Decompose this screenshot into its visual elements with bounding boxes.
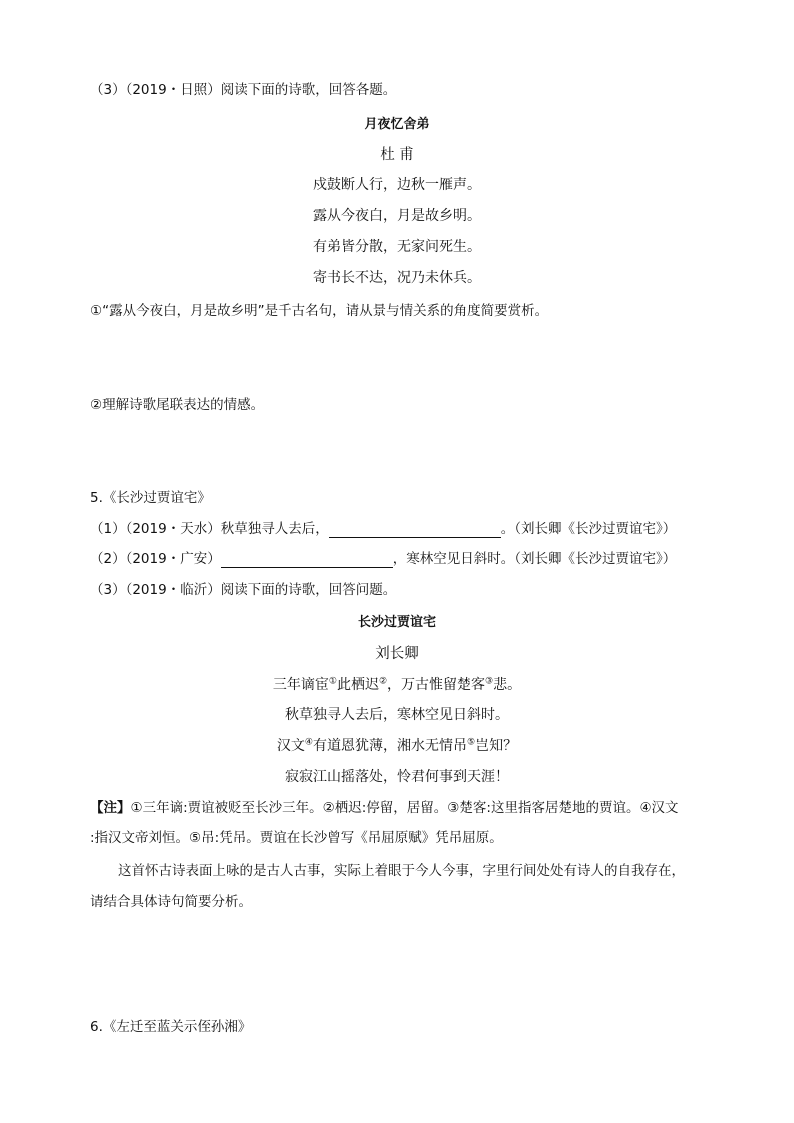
q4-sub-question-2: ②理解诗歌尾联表达的情感。 (90, 397, 265, 413)
poem2-title: 长沙过贾谊宅 (357, 615, 436, 630)
poem2-line1-part-a: 三年谪宦 (272, 677, 329, 693)
footnote-marker-1: ① (328, 676, 337, 687)
q5-item2-prefix: （2）（2019・广安） (90, 551, 221, 567)
q5-item2-answer-blank[interactable] (221, 553, 393, 568)
poem2-line3-part-a: 汉文 (276, 738, 305, 754)
poem2-line-3 (0, 737, 794, 755)
footnote-marker-5: ⑤ (467, 737, 476, 748)
q5-item-1 (90, 520, 676, 538)
footnote-marker-4: ④ (304, 737, 313, 748)
poem2-author: 刘长卿 (375, 646, 419, 662)
poem2-line1-part-b: 此栖迟 (336, 677, 379, 693)
q4-part3-stem: （3）（2019・日照）阅读下面的诗歌，回答各题。 (90, 82, 397, 98)
poem1-title: 月夜忆舍弟 (364, 117, 430, 132)
q5-item-2 (90, 550, 676, 568)
poem2-line-4: 寂寂江山摇落处，怜君何事到天涯！ (285, 769, 509, 785)
poem1-line-3: 有弟皆分散，无家问死生。 (313, 239, 481, 255)
poem1-line-4: 寄书长不达，况乃未休兵。 (313, 270, 481, 286)
poem2-line1-part-d: 悲。 (493, 677, 522, 693)
q5-item1-suffix: 。（刘长卿《长沙过贾谊宅》） (500, 521, 677, 537)
q5-question-line-2: 请结合具体诗句简要分析。 (90, 894, 252, 910)
q5-question-line-1: 这首怀古诗表面上咏的是古人古事，实际上着眼于今人今事，字里行间处处有诗人的自我存在， (118, 863, 685, 879)
q5-heading: 5.《长沙过贾谊宅》 (90, 490, 211, 506)
q5-item2-suffix: ，寒林空见日斜时。（刘长卿《长沙过贾谊宅》） (392, 551, 677, 567)
q5-item1-answer-blank[interactable] (329, 523, 501, 538)
annotation-line-1 (90, 799, 679, 817)
annotation-text-1: ①三年谪:贾谊被贬至长沙三年。②栖迟:停留，居留。③楚客:这里指客居楚地的贾谊。④汉文 (130, 800, 679, 816)
q4-sub-question-1: ①“露从今夜白，月是故乡明”是千古名句，请从景与情关系的角度简要赏析。 (90, 303, 549, 319)
footnote-marker-2: ② (378, 676, 388, 687)
poem2-line-1 (0, 676, 794, 694)
poem1-line-2: 露从今夜白，月是故乡明。 (313, 208, 481, 224)
poem2-line3-part-c: 岂知？ (475, 738, 518, 754)
q5-item-3-stem: （3）（2019・临沂）阅读下面的诗歌，回答问题。 (90, 582, 397, 598)
poem1-line-1: 戍鼓断人行，边秋一雁声。 (313, 177, 481, 193)
q6-heading: 6.《左迁至蓝关示侄孙湘》 (90, 1019, 252, 1035)
poem2-line3-part-b: 有道恩犹薄，湘水无情吊 (313, 738, 467, 754)
poem2-line-2: 秋草独寻人去后，寒林空见日斜时。 (285, 707, 509, 723)
annotation-label: 【注】 (90, 800, 131, 816)
poem2-line1-part-c: ，万古惟留楚客 (387, 677, 486, 693)
annotation-line-2: :指汉文帝刘恒。⑤吊:凭吊。贾谊在长沙曾写《吊屈原赋》凭吊屈原。 (90, 830, 503, 846)
q5-item1-prefix: （1）（2019・天水）秋草独寻人去后， (90, 521, 329, 537)
footnote-marker-3: ③ (485, 676, 494, 687)
poem1-author: 杜 甫 (380, 147, 414, 163)
